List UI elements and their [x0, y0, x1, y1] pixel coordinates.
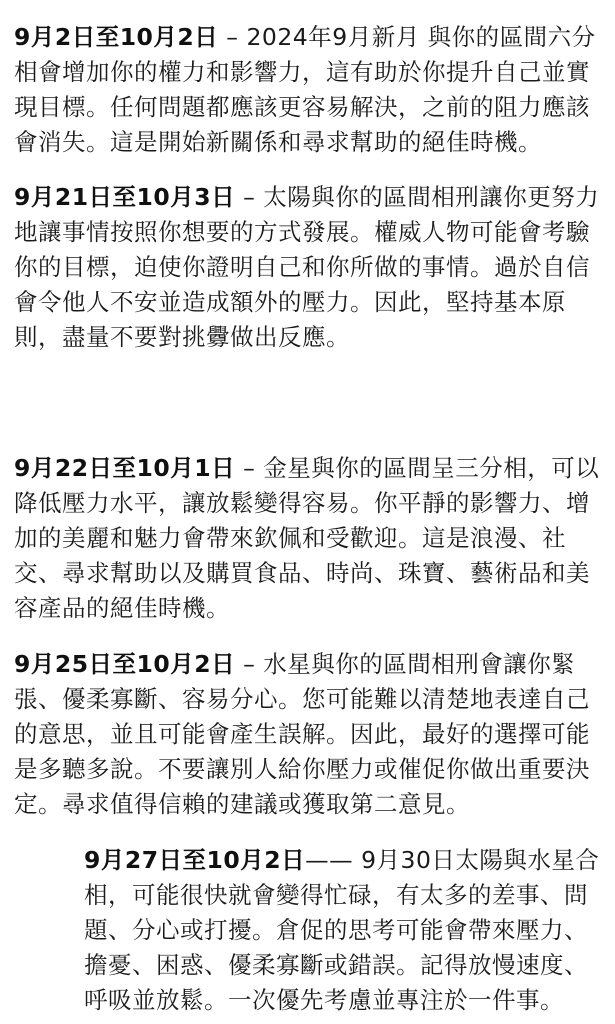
entry-text: – 太陽與你的區間相刑讓你更努力地讓事情按照你想要的方式發展。權威人物可能會考驗你的目標，迫使你證明自己和你所做的事情。過於自信會令他人不安並造成額外的壓力。因此，堅持基本原則，盡量不要對挑釁做出反應。	[14, 183, 600, 351]
entry-date: 9月21日至10月3日	[14, 183, 236, 211]
entry-text: —— 9月30日太陽與水星合相，可能很快就會變得忙碌，有太多的差事、問題、分心或打擾。倉促的思考可能會帶來壓力、擔憂、困惑、優柔寡斷或錯誤。記得放慢速度、呼吸並放鬆。一次優先考慮並專注於一件事。	[84, 846, 600, 1014]
entry-date: 9月25日至10月2日	[14, 650, 236, 678]
entry-date: 9月27日至10月2日	[84, 846, 306, 874]
forecast-entry	[14, 20, 604, 160]
entry-text: – 金星與你的區間呈三分相，可以降低壓力水平，讓放鬆變得容易。你平靜的影響力、增加的美麗和魅力會帶來欽佩和受歡迎。這是浪漫、社交、尋求幫助以及購買食品、時尚、珠寶、藝術品和美容產品的絕佳時機。	[14, 454, 600, 622]
entry-date: 9月2日至10月2日	[14, 23, 219, 51]
forecast-entry	[84, 843, 604, 1018]
forecast-entry	[14, 451, 604, 626]
entry-text: – 2024年9月新月 與你的區間六分相會增加你的權力和影響力，這有助於你提升自己並實現目標。任何問題都應該更容易解決，之前的阻力應該會消失。這是開始新關係和尋求幫助的絕佳時機。	[14, 23, 596, 156]
forecast-entry	[14, 647, 604, 822]
entry-text: – 水星與你的區間相刑會讓你緊張、優柔寡斷、容易分心。您可能難以清楚地表達自己的意思，並且可能會產生誤解。因此，最好的選擇可能是多聽多說。不要讓別人給你壓力或催促你做出重要決定。尋求值得信賴的建議或獲取第二意見。	[14, 650, 590, 818]
forecast-entry	[14, 180, 604, 355]
entry-date: 9月22日至10月1日	[14, 454, 236, 482]
